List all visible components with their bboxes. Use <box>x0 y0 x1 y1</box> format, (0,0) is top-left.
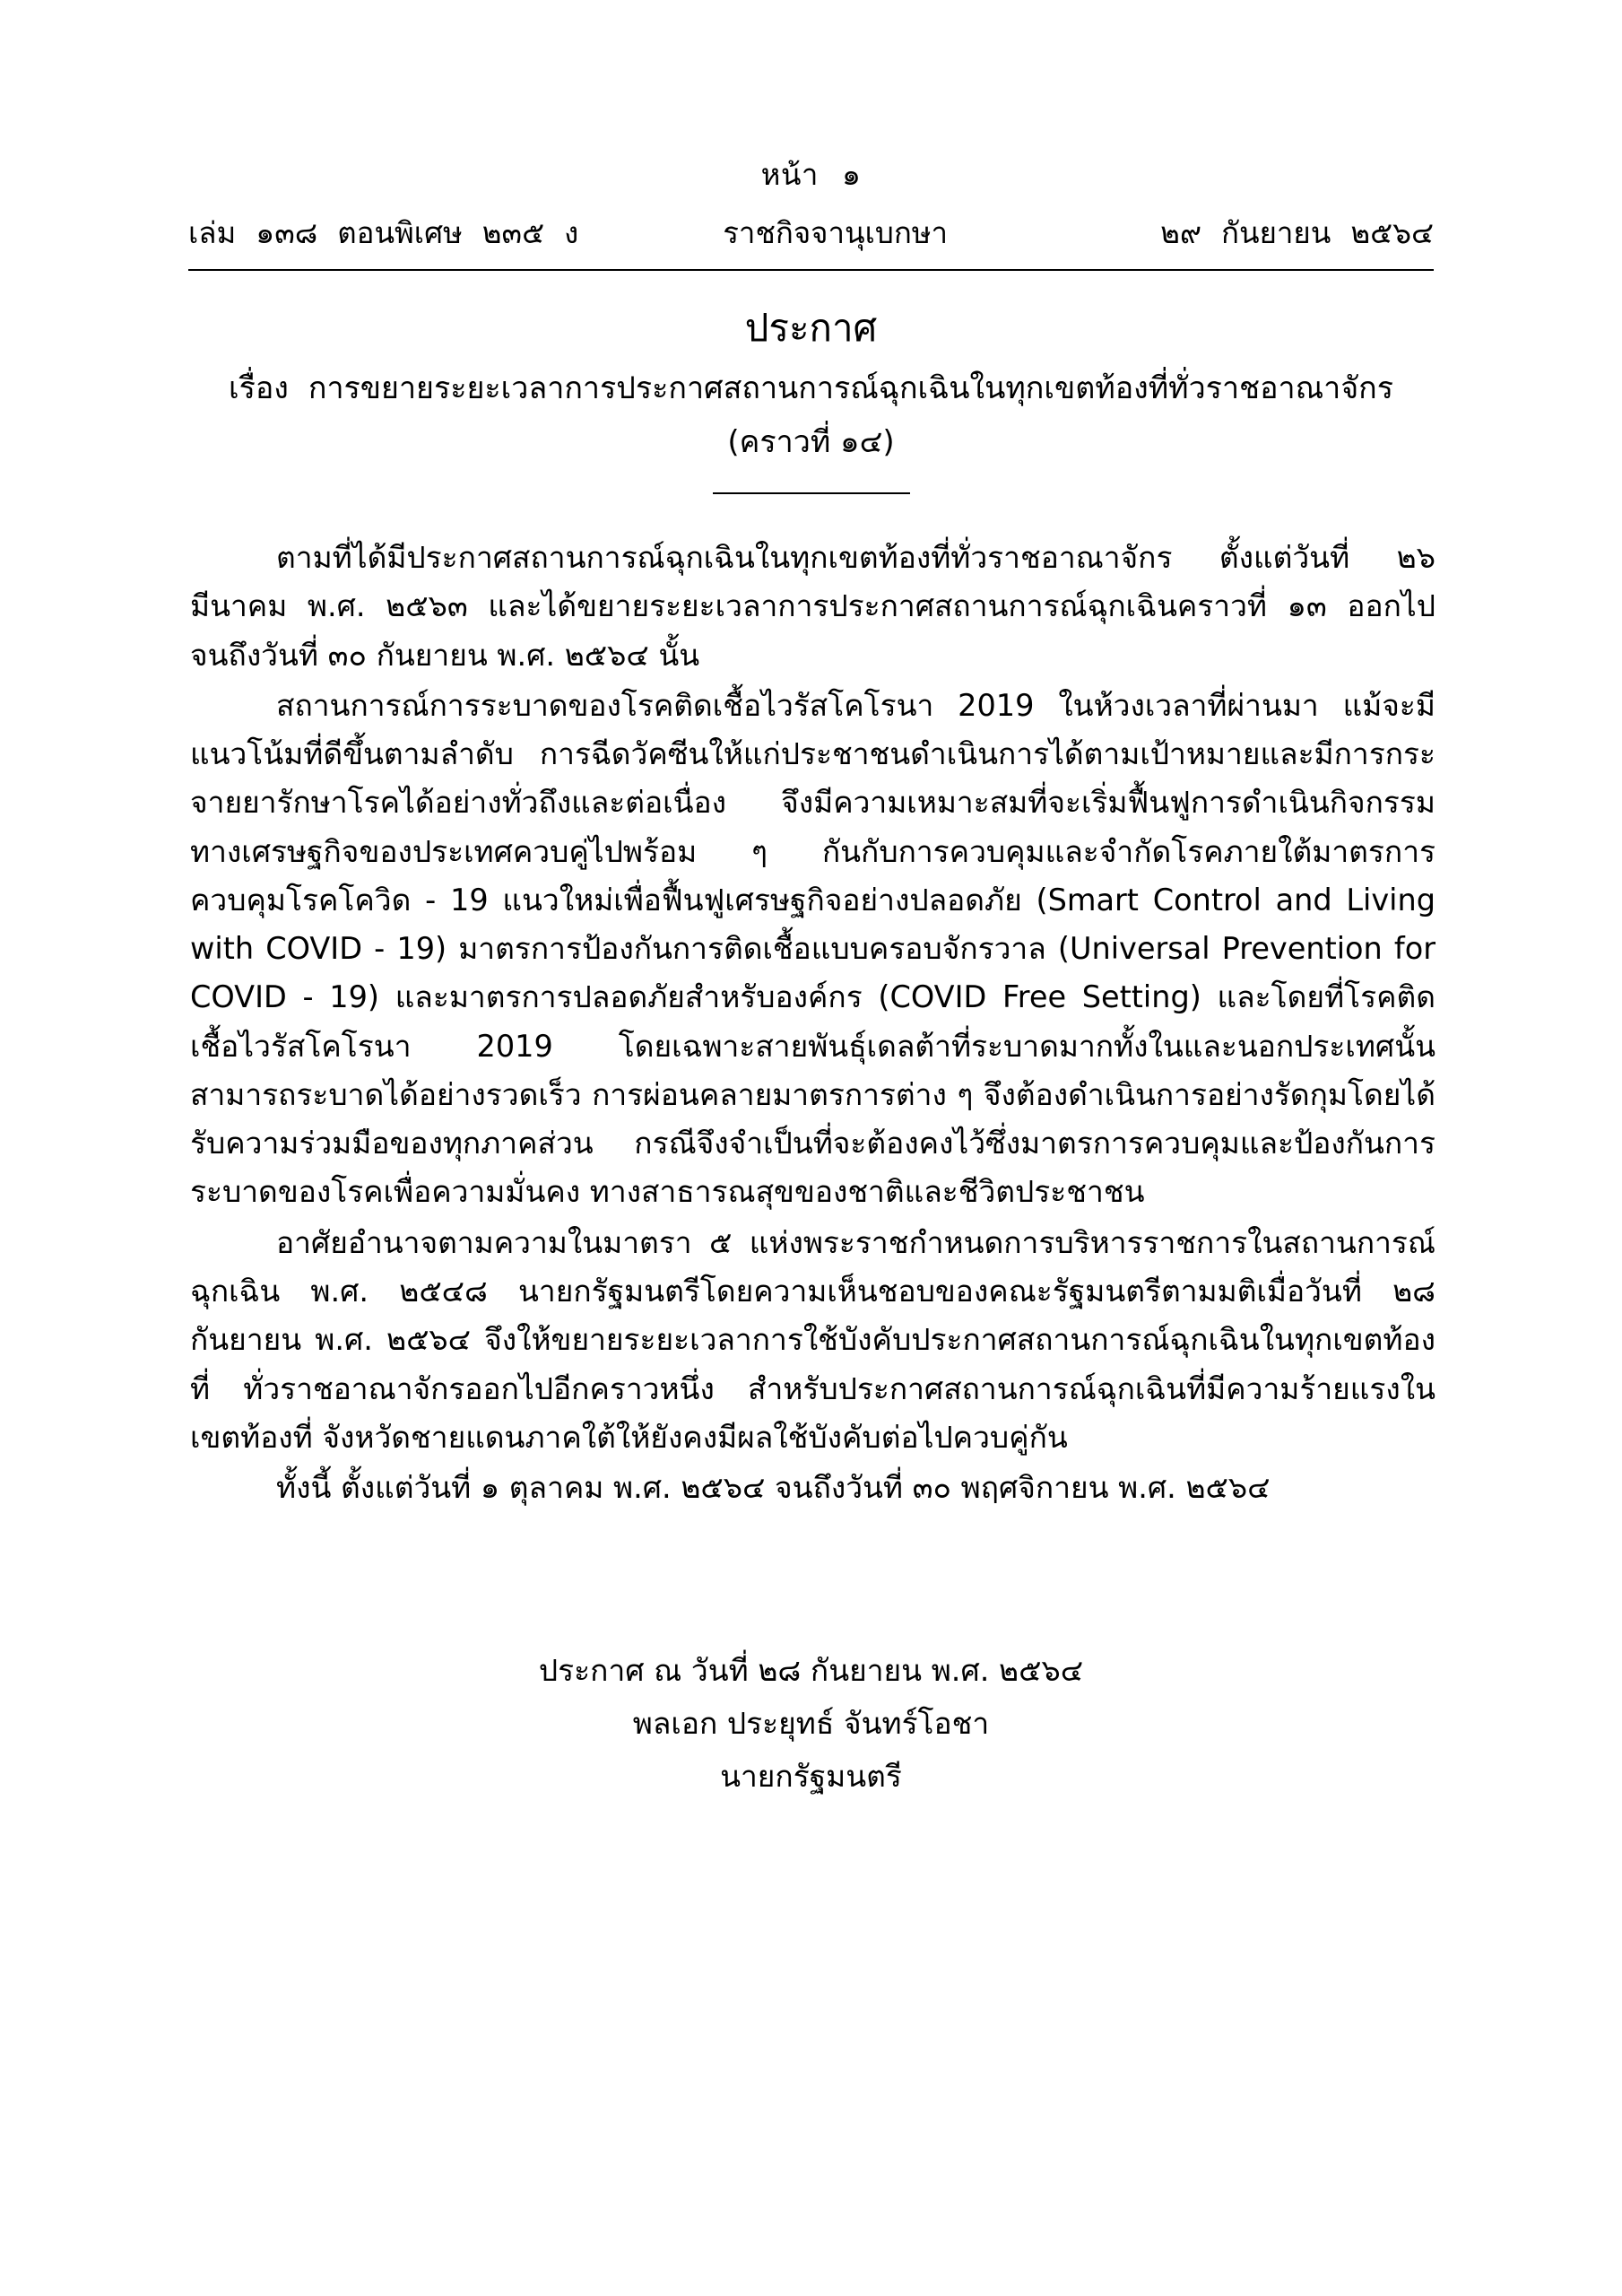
paragraph-2-text: สถานการณ์การระบาดของโรคติดเชื้อไวรัสโคโรนา 2019 ในห้วงเวลาที่ผ่านมา แม้จะมีแนวโน้มที่ดีขึ้นตามลำดับ การฉีดวัคซีนให้แก่ประชาชนดำเนินการได้ตามเป้าหมายและมีการกระจายยารักษาโรคได้อย่างทั่วถึงและต่อเนื่อง จึงมีความเหมาะสมที่จะเริ่มฟื้นฟูการดำเนินกิจกรรมทางเศรษฐกิจของประเทศควบคู่ไปพร้อม ๆ กันกับการควบคุมและจำกัดโรคภายใต้มาตรการควบคุมโรคโควิด - 19 แนวใหม่เพื่อฟื้นฟูเศรษฐกิจอย่างปลอดภัย (Smart Control and Living with COVID - 19) มาตรการป้องกันการติดเชื้อแบบครอบจักรวาล (Universal Prevention for COVID - 19) และมาตรการปลอดภัยสำหรับองค์กร (COVID Free Setting) และโดยที่โรคติดเชื้อไวรัสโคโรนา 2019 โดยเฉพาะสายพันธุ์เดลต้าที่ระบาดมากทั้งในและนอกประเทศนั้น สามารถระบาดได้อย่างรวดเร็ว การผ่อนคลายมาตรการต่าง ๆ จึงต้องดำเนินการอย่างรัดกุมโดยได้รับความร่วมมือของทุกภาคส่วน กรณีจึงจำเป็นที่จะต้องคงไว้ซึ่งมาตรการควบคุมและป้องกันการระบาดของโรคเพื่อความมั่นคง ทางสาธารณสุขของชาติและชีวิตประชาชน <box>190 687 1436 1210</box>
subject-text: การขยายระยะเวลาการประกาศสถานการณ์ฉุกเฉินในทุกเขตท้องที่ทั่วราชอาณาจักร <box>308 370 1394 406</box>
paragraph-3-text: อาศัยอำนาจตามความในมาตรา ๕ แห่งพระราชกำหนดการบริหารราชการในสถานการณ์ฉุกเฉิน พ.ศ. ๒๕๔๘ นายกรัฐมนตรีโดยความเห็นชอบของคณะรัฐมนตรีตามมติเมื่อวันที่ ๒๘ กันยายน พ.ศ. ๒๕๖๔ จึงให้ขยายระยะเวลาการใช้บังคับประกาศสถานการณ์ฉุกเฉินในทุกเขตท้องที่ ทั่วราชอาณาจักรออกไปอีกคราวหนึ่ง สำหรับประกาศสถานการณ์ฉุกเฉินที่มีความร้ายแรงในเขตท้องที่ จังหวัดชายแดนภาคใต้ให้ยังคงมีผลใช้บังคับต่อไปควบคู่กัน <box>190 1224 1436 1455</box>
gazette-name: ราชกิจจานุเบกษา <box>723 214 949 250</box>
section-label: ตอนพิเศษ <box>337 214 463 250</box>
masthead-volume <box>188 209 578 257</box>
date-month: กันยายน <box>1221 214 1331 250</box>
volume-number: ๑๓๘ <box>256 214 318 250</box>
signature-block <box>188 1646 1434 1803</box>
signature-date: ประกาศ ณ วันที่ ๒๘ กันยายน พ.ศ. ๒๕๖๔ <box>538 1653 1084 1688</box>
paragraph-2 <box>190 682 1436 1217</box>
paragraph-1 <box>190 534 1436 680</box>
subject-label: เรื่อง <box>228 370 289 406</box>
signatory-name: พลเอก ประยุทธ์ จันทร์โอชา <box>632 1705 990 1741</box>
section-suffix: ง <box>564 214 579 250</box>
masthead-date <box>1160 209 1434 257</box>
page-label: หน้า <box>760 157 819 192</box>
page-number: ๑ <box>841 157 862 192</box>
volume-label: เล่ม <box>188 214 237 250</box>
page-indicator <box>188 157 1434 193</box>
paragraph-4 <box>190 1464 1436 1512</box>
section-number: ๒๓๕ <box>481 214 545 250</box>
document-round: (คราวที่ ๑๔) <box>727 423 895 460</box>
signatory-position: นายกรัฐมนตรี <box>720 1758 902 1794</box>
date-year: ๒๕๖๔ <box>1350 214 1434 250</box>
document-heading: ประกาศ <box>744 306 878 350</box>
paragraph-4-text: ทั้งนี้ ตั้งแต่วันที่ ๑ ตุลาคม พ.ศ. ๒๕๖๔ จนถึงวันที่ ๓๐ พฤศจิกายน พ.ศ. ๒๕๖๔ <box>276 1470 1271 1506</box>
paragraph-1-text: ตามที่ได้มีประกาศสถานการณ์ฉุกเฉินในทุกเขตท้องที่ทั่วราชอาณาจักร ตั้งแต่วันที่ ๒๖ มีนาคม พ.ศ. ๒๕๖๓ และได้ขยายระยะเวลาการประกาศสถานการณ์ฉุกเฉินคราวที่ ๑๓ ออกไป จนถึงวันที่ ๓๐ กันยายน พ.ศ. ๒๕๖๔ นั้น <box>190 540 1436 673</box>
document-body <box>190 534 1436 1512</box>
document-subject <box>188 369 1434 408</box>
masthead-row <box>188 209 1434 271</box>
date-day: ๒๙ <box>1160 214 1202 250</box>
paragraph-3 <box>190 1219 1436 1462</box>
masthead <box>188 157 1434 271</box>
title-block <box>188 305 1434 494</box>
title-divider <box>713 492 910 494</box>
